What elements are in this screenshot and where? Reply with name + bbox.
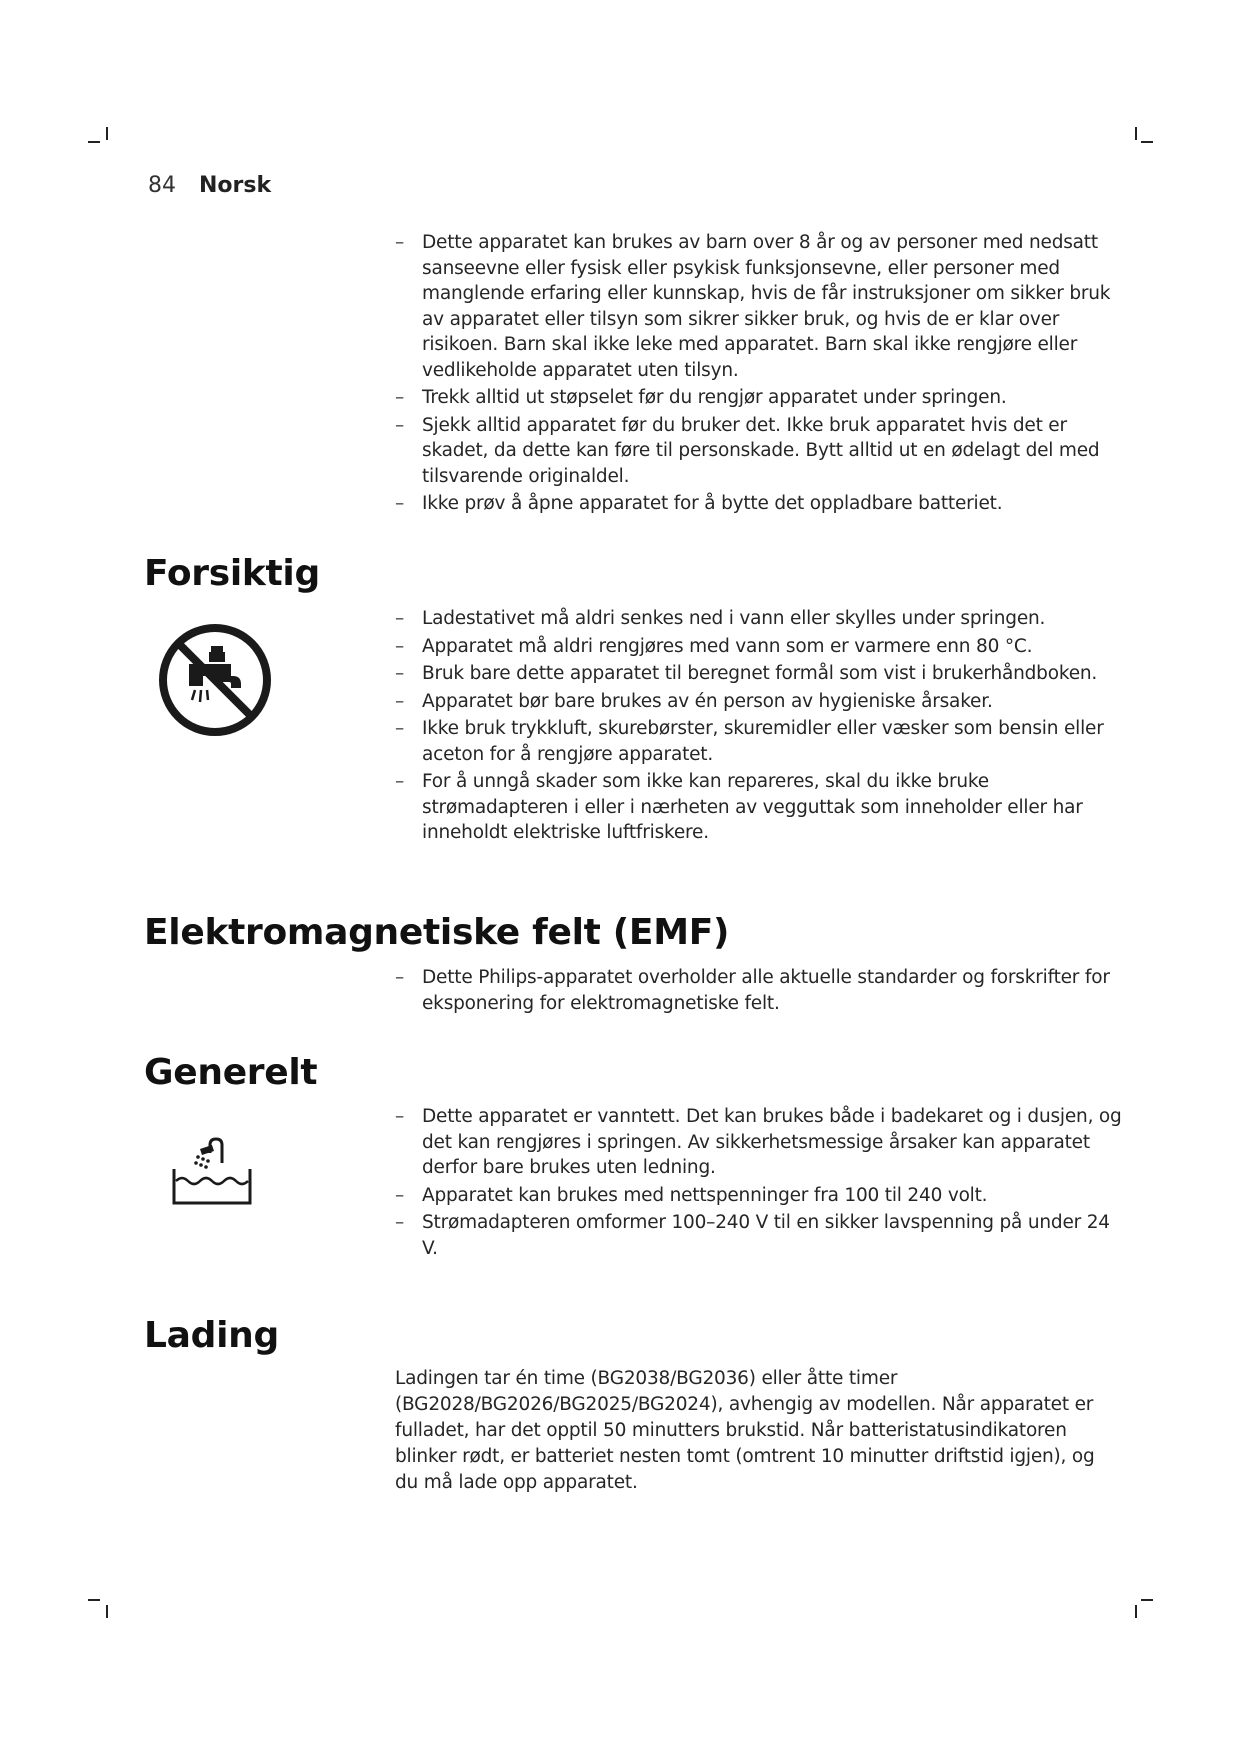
list-item: – Apparatet bør bare brukes av én person av hygieniske årsaker. — [395, 689, 1123, 715]
list-item: – For å unngå skader som ikke kan repareres, skal du ikke bruke strømadapteren i eller i nærheten av vegguttak som inneholder eller har inneholdt elektriske luftfriskere. — [395, 769, 1123, 846]
intro-list — [395, 230, 1123, 519]
generelt-list — [395, 1104, 1123, 1263]
forsiktig-list — [395, 606, 1123, 848]
crop-mark — [106, 127, 108, 140]
list-item: – Apparatet må aldri rengjøres med vann som er varmere enn 80 °C. — [395, 634, 1123, 660]
shower-bath-waterproof-icon — [170, 1133, 254, 1209]
list-item: – Dette apparatet kan brukes av barn over 8 år og av personer med nedsatt sanseevne eller fysisk eller psykisk funksjonsevne, eller personer med manglende erfaring eller kunnskap, hvis de får instruksjoner om sikker bruk av apparatet eller tilsyn som sikrer sikker bruk, og hvis de er klar over risikoen. Barn skal ikke leke med apparatet. Barn skal ikke rengjøre eller vedlikeholde apparatet uten tilsyn. — [395, 230, 1123, 383]
crop-mark — [88, 141, 100, 143]
crop-mark — [1135, 1605, 1137, 1618]
crop-mark — [88, 1599, 100, 1601]
emf-list — [395, 965, 1123, 1018]
list-item: – Sjekk alltid apparatet før du bruker det. Ikke bruk apparatet hvis det er skadet, da dette kan føre til personskade. Bytt alltid ut en ødelagt del med tilsvarende originaldel. — [395, 413, 1123, 490]
list-item: – Strømadapteren omformer 100–240 V til en sikker lavspenning på under 24 V. — [395, 1210, 1123, 1261]
list-item: – Apparatet kan brukes med nettspenninger fra 100 til 240 volt. — [395, 1183, 1123, 1209]
crop-mark — [1141, 141, 1153, 143]
list-item: – Ikke prøv å åpne apparatet for å bytte det oppladbare batteriet. — [395, 491, 1123, 517]
section-heading-lading: Lading — [144, 1315, 279, 1356]
crop-mark — [1141, 1599, 1153, 1601]
list-item: – Dette Philips-apparatet overholder alle aktuelle standarder og forskrifter for eksponering for elektromagnetiske felt. — [395, 965, 1123, 1016]
crop-mark — [1135, 127, 1137, 140]
section-heading-generelt: Generelt — [144, 1052, 318, 1093]
crop-mark — [106, 1605, 108, 1618]
section-heading-emf: Elektromagnetiske felt (EMF) — [144, 912, 730, 953]
page-number: 84 — [148, 173, 176, 198]
lading-paragraph: Ladingen tar én time (BG2038/BG2036) eller åtte timer (BG2028/BG2026/BG2025/BG2024), avhengig av modellen. Når apparatet er fulladet, har det opptil 50 minutters brukstid. Når batteristatusindikatoren blinker rødt, er batteriet nesten tomt (omtrent 10 minutter driftstid igjen), og du må lade opp apparatet. — [395, 1368, 1095, 1493]
page-header — [148, 172, 271, 200]
section-heading-forsiktig: Forsiktig — [144, 553, 320, 594]
list-item: – Bruk bare dette apparatet til beregnet formål som vist i brukerhåndboken. — [395, 661, 1123, 687]
list-item: – Trekk alltid ut støpselet før du rengjør apparatet under springen. — [395, 385, 1123, 411]
page-language: Norsk — [199, 173, 272, 198]
no-rinsing-under-tap-icon — [155, 620, 275, 740]
list-item: – Ikke bruk trykkluft, skurebørster, skuremidler eller væsker som bensin eller aceton for å rengjøre apparatet. — [395, 716, 1123, 767]
list-item: – Ladestativet må aldri senkes ned i vann eller skylles under springen. — [395, 606, 1123, 632]
list-item: – Dette apparatet er vanntett. Det kan brukes både i badekaret og i dusjen, og det kan rengjøres i springen. Av sikkerhetsmessige årsaker kan apparatet derfor bare brukes uten ledning. — [395, 1104, 1123, 1181]
